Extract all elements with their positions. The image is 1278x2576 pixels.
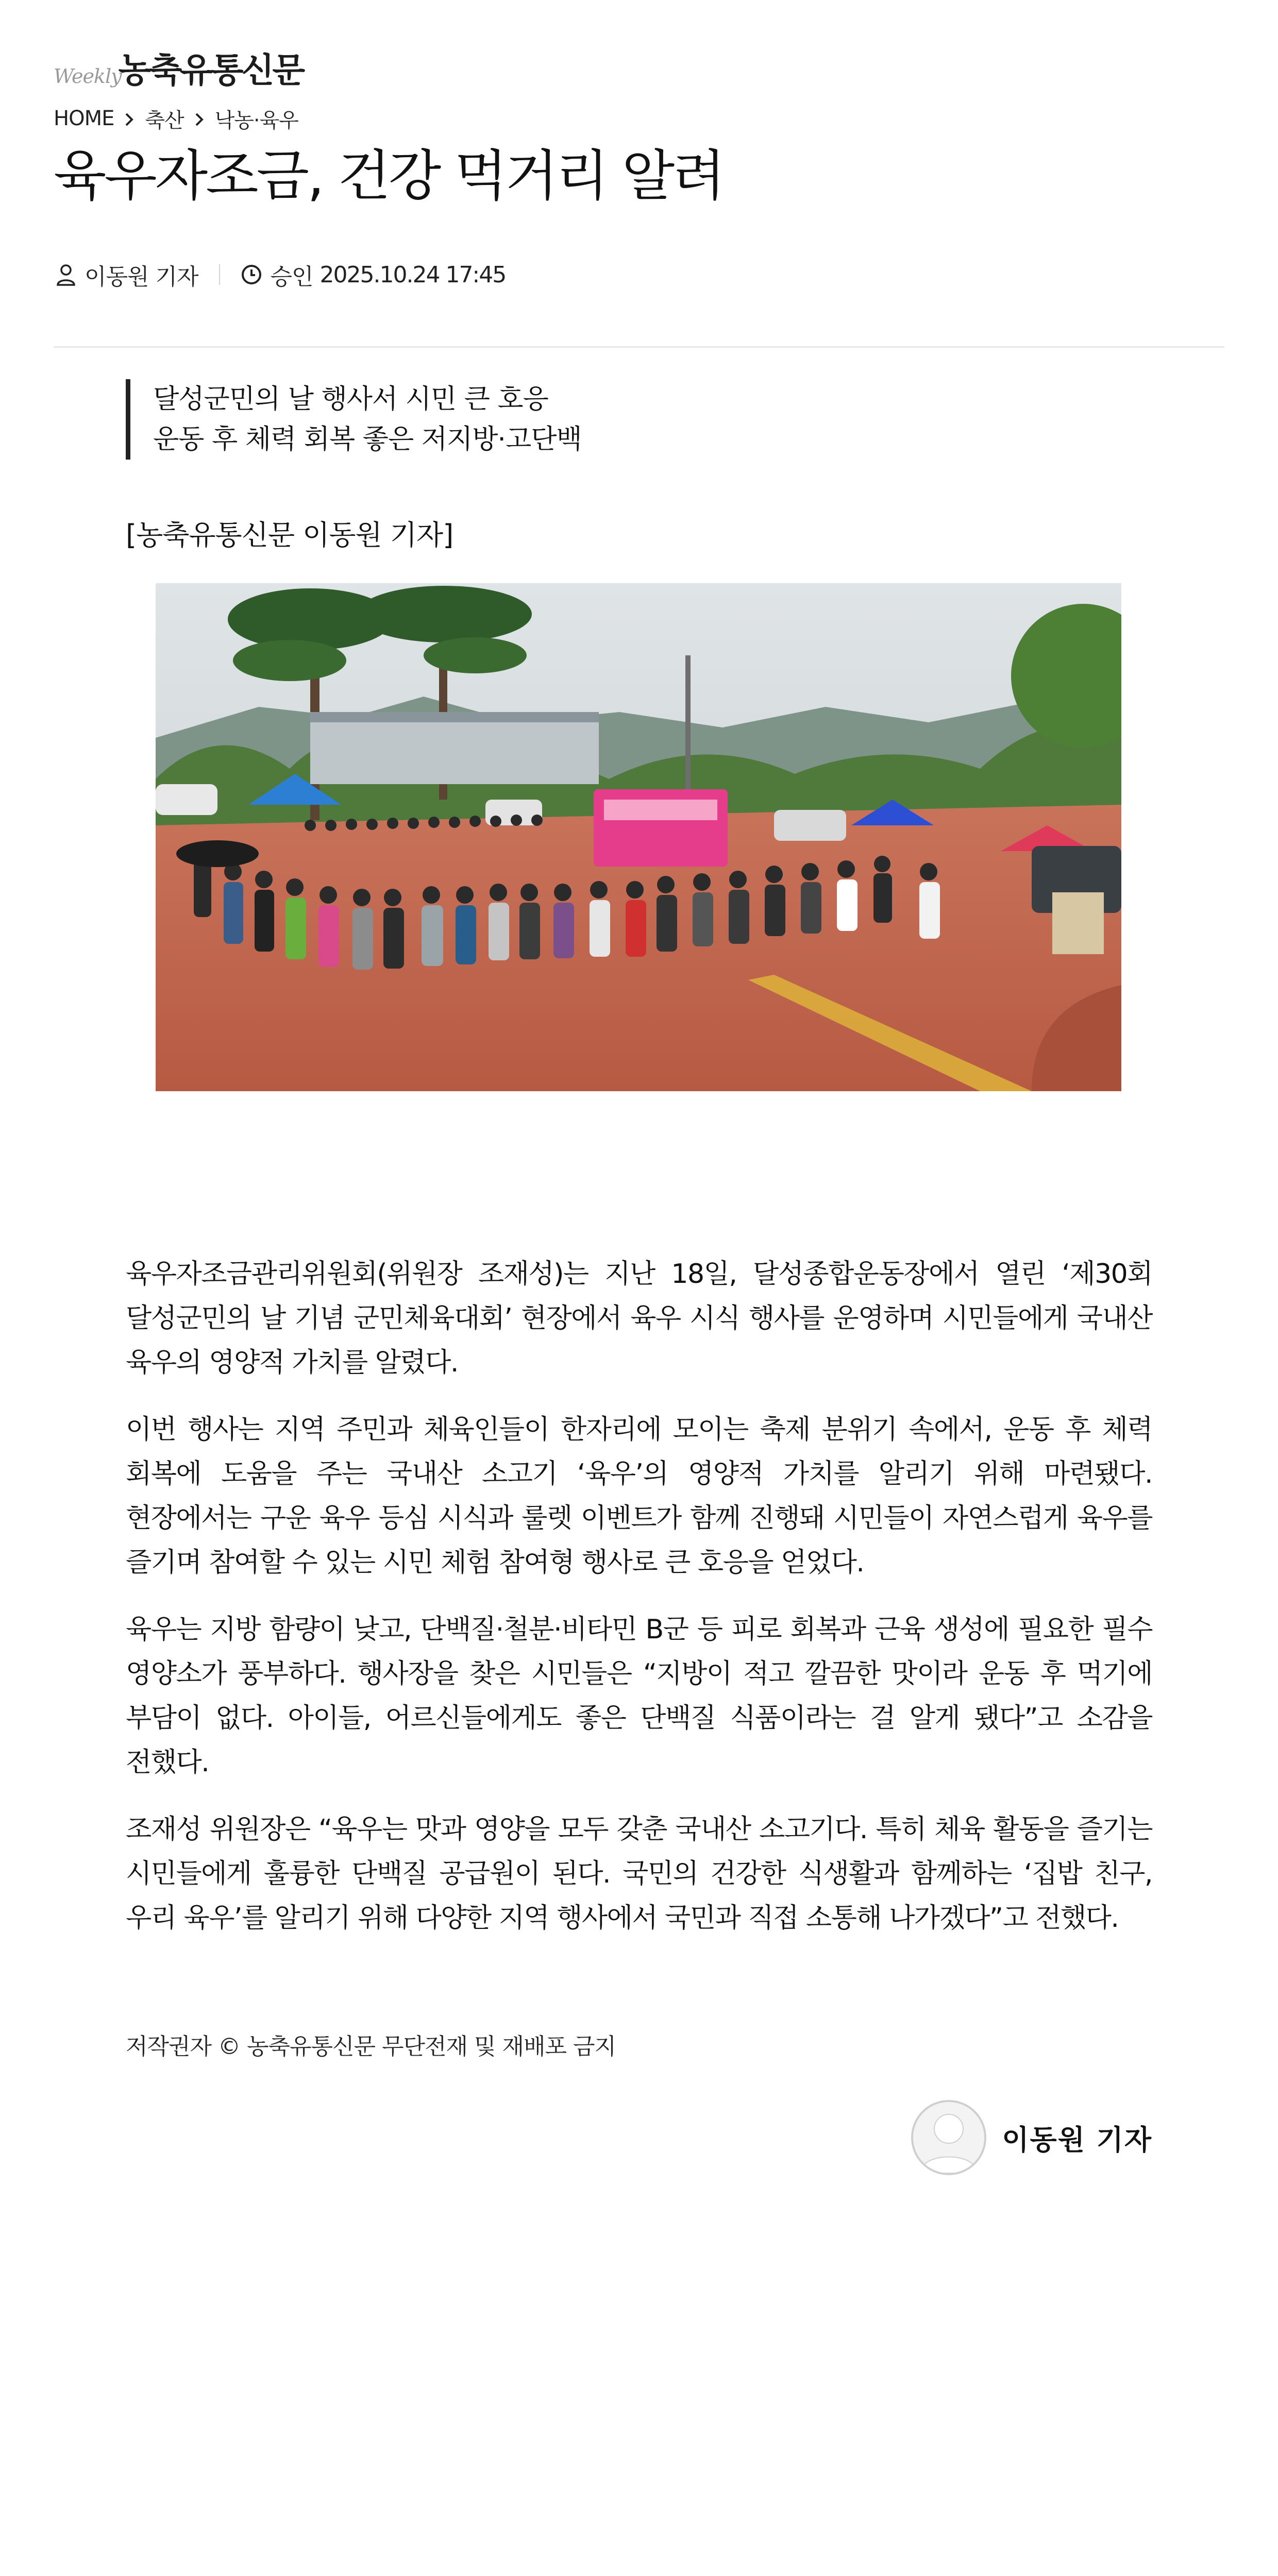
article-title: 육우자조금, 건강 먹거리 알려 — [54, 144, 724, 208]
chevron-right-icon — [114, 107, 145, 130]
approved-label: 승인 — [270, 264, 313, 290]
clock-icon — [241, 264, 262, 285]
user-icon — [56, 263, 76, 286]
avatar[interactable] — [911, 2100, 986, 2175]
breadcrumb — [54, 103, 298, 134]
body-paragraph: 조재성 위원장은 “육우는 맛과 영양을 모두 갖춘 국내산 소고기다. 특히 체육 활동을 즐기는 시민들에게 훌륭한 단백질 공급원이 된다. 국민의 건강한 식생활과 함께하는 ‘집밥 친구, 우리 육우’를 알리기 위해 다양한 지역 행사에서 국민과 직접 소통해 나가겠다”고 전했다. — [126, 1814, 1152, 1934]
chevron-right-icon — [184, 107, 215, 130]
breadcrumb-home[interactable]: HOME — [54, 107, 114, 130]
breadcrumb-dairy[interactable]: 낙농·육우 — [214, 108, 298, 132]
copyright-notice: 저작권자 © 농축유통신문 무단전재 및 재배포 금지 — [126, 2033, 616, 2060]
site-logo[interactable] — [54, 41, 303, 88]
author-name[interactable]: 이동원 기자 — [1002, 2123, 1152, 2156]
breadcrumb-livestock[interactable]: 축산 — [145, 108, 184, 132]
summary-line: 운동 후 체력 회복 좋은 저지방·고단백 — [153, 424, 582, 455]
article-summary — [126, 379, 1132, 460]
body-paragraph: 이번 행사는 지역 주민과 체육인들이 한자리에 모이는 축제 분위기 속에서, 운동 후 체력 회복에 도움을 주는 국내산 소고기 ‘육우’의 영양적 가치를 알리기 위해 마련됐다. 현장에서는 구운 육우 등심 시식과 룰렛 이벤트가 함께 진행돼 시민들이 자연스럽게 육우를 즐기며 참여할 수 있는 시민 체험 참여형 행사로 큰 호응을 얻었다. — [126, 1414, 1152, 1578]
article-body — [126, 1252, 1152, 1963]
article-photo[interactable] — [156, 583, 1121, 1091]
body-paragraph: 육우자조금관리위원회(위원장 조재성)는 지난 18일, 달성종합운동장에서 열린 ‘제30회 달성군민의 날 기념 군민체육대회’ 현장에서 육우 시식 행사를 운영하며 시민들에게 국내산 육우의 영양적 가치를 알렸다. — [126, 1259, 1152, 1378]
logo-weekly-text: Weekly — [54, 65, 122, 88]
author-card[interactable] — [911, 2100, 1152, 2175]
reporter-name[interactable]: 이동원 기자 — [85, 264, 198, 290]
approved-time: 2025.10.24 17:45 — [320, 261, 506, 288]
logo-main-text: 농축유통신문 — [118, 50, 304, 90]
article-byline: [농축유통신문 이동원 기자] — [126, 519, 453, 551]
body-paragraph: 육우는 지방 함량이 낮고, 단백질·철분·비타민 B군 등 피로 회복과 근육 생성에 필요한 필수 영양소가 풍부하다. 행사장을 찾은 시민들은 “지방이 적고 깔끔한 맛이라 운동 후 먹기에 부담이 없다. 아이들, 어르신들에게도 좋은 단백질 식품이라는 걸 알게 됐다”고 소감을 전했다. — [126, 1614, 1152, 1778]
meta-divider — [219, 264, 220, 285]
header-divider — [54, 346, 1224, 348]
article-meta — [56, 257, 506, 293]
summary-line: 달성군민의 날 행사서 시민 큰 호응 — [153, 384, 548, 415]
